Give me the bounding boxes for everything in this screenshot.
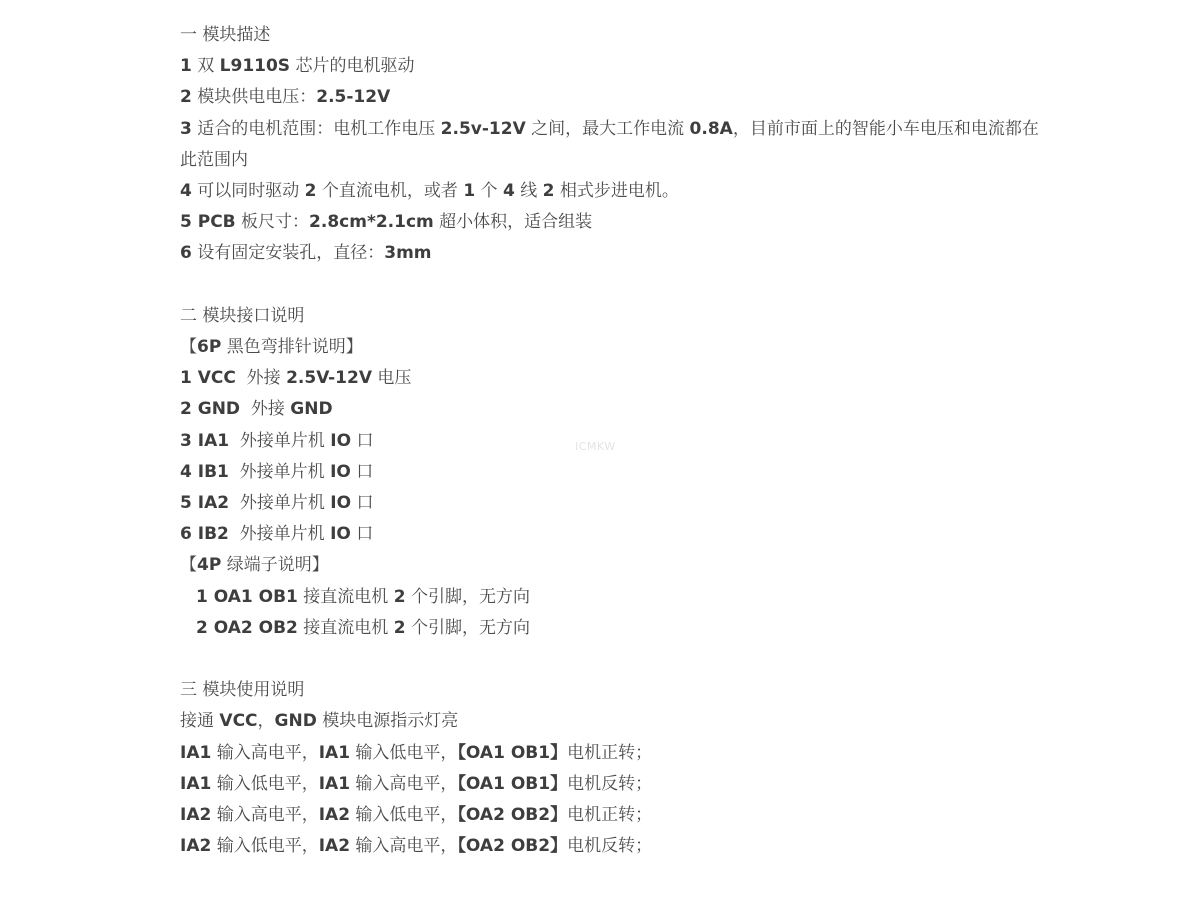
text-run: 板尺寸： (235, 212, 310, 233)
spec-line (180, 207, 1040, 238)
bold-run: 2 OA2 OB2 (196, 617, 298, 638)
text-run: 电机反转； (567, 773, 653, 794)
spacer (180, 270, 1040, 301)
spec-line (180, 82, 1040, 113)
usage-line (180, 738, 1040, 769)
text-run: 相式步进电机。 (554, 181, 679, 202)
bold-run: 2.5-12V (316, 87, 391, 108)
text-run: 模块供电电压： (191, 87, 317, 108)
bold-run: 4P (197, 555, 222, 576)
bold-run: IA2 (318, 805, 351, 826)
text-run: 之间，最大工作电流 (525, 118, 690, 139)
text-run: 【 (180, 337, 197, 358)
bold-run: 6 (180, 243, 192, 264)
text-run: 接直流电机 (297, 586, 394, 607)
pin-line (180, 519, 1040, 550)
bold-run: 6 IB2 (180, 524, 229, 545)
text-run: 输入高电平， (211, 742, 319, 763)
bold-run: IO (330, 430, 352, 451)
bold-run: IA1 (180, 742, 212, 763)
bold-run: IA1 (180, 773, 212, 794)
text-run: 模块电源指示灯亮 (316, 711, 459, 732)
text-run: 输入低电平， (350, 742, 458, 763)
bold-run: 1 VCC (180, 368, 236, 389)
text-run: 电压 (371, 368, 412, 389)
bold-run: 2.5V-12V (286, 368, 372, 389)
spec-line (180, 176, 1040, 207)
text-run: 接通 (180, 711, 220, 732)
text-run: ， (257, 711, 275, 732)
text-run: 黑色弯排针说明】 (221, 337, 363, 358)
bold-run: 【OA1 OB1】 (457, 773, 568, 794)
bold-run: 2.5v-12V (440, 118, 526, 139)
section3-heading: 三 模块使用说明 (180, 680, 305, 701)
text-run: 外接单片机 (229, 430, 331, 451)
bold-run: 5 PCB (180, 212, 236, 233)
text-run: 口 (351, 493, 374, 514)
bold-run: 2 GND (180, 399, 241, 420)
terminal-line (180, 582, 1040, 613)
text-run: 双 (191, 56, 220, 77)
spec-line (180, 51, 1040, 82)
bold-run: 2 (542, 181, 555, 202)
text-run: 外接单片机 (228, 461, 331, 482)
bold-run: 【OA2 OB2】 (457, 805, 568, 826)
bold-run: 3 IA1 (180, 430, 230, 451)
text-run: 适合的电机范围：电机工作电压 (191, 118, 441, 139)
text-run: 线 (514, 181, 543, 202)
text-run: 电机反转； (567, 836, 653, 857)
bold-run: IA2 (318, 836, 351, 857)
usage-line (180, 800, 1040, 831)
text-run: 口 (351, 430, 374, 451)
text-run: 电机正转； (567, 742, 653, 763)
bold-run: 1 (180, 56, 192, 77)
text-run: 外接单片机 (228, 524, 331, 545)
bold-run: 0.8A (689, 118, 733, 139)
pin-line (180, 394, 1040, 425)
text-run: 外接 (235, 368, 287, 389)
pin-header-subheading (180, 332, 1040, 363)
text-run: 输入高电平， (211, 805, 319, 826)
text-run: 【 (180, 555, 197, 576)
bold-run: GND (274, 711, 317, 732)
section2-heading: 二 模块接口说明 (180, 305, 305, 326)
text-run: 外接单片机 (229, 493, 331, 514)
bold-run: L9110S (219, 56, 291, 77)
usage-line (180, 706, 1040, 737)
bold-run: 6P (197, 337, 222, 358)
bold-run: 2 (180, 87, 192, 108)
text-run: 输入高电平， (350, 773, 458, 794)
spec-line (180, 238, 1040, 269)
bold-run: IA1 (318, 773, 351, 794)
text-run: 超小体积，适合组装 (433, 212, 593, 233)
bold-run: 1 (463, 181, 476, 202)
text-run: 外接 (240, 399, 291, 420)
bold-run: 5 IA2 (180, 493, 230, 514)
bold-run: 2 (393, 586, 406, 607)
bold-run: 2 (304, 181, 317, 202)
text-run: ，目前市面上的智能小车电压和电流都在此范围内 (180, 118, 1039, 170)
bold-run: IA1 (318, 742, 351, 763)
text-run: 可以同时驱动 (191, 181, 305, 202)
bold-run: IO (330, 524, 351, 545)
bold-run: 1 OA1 OB1 (196, 586, 298, 607)
bold-run: 4 (180, 181, 192, 202)
bold-run: 2.8cm*2.1cm (309, 212, 434, 233)
bold-run: 4 IB1 (180, 461, 229, 482)
usage-line (180, 831, 1040, 862)
bold-run: 4 (502, 181, 515, 202)
text-run: 输入低电平， (211, 773, 319, 794)
bold-run: IO (330, 493, 352, 514)
bold-run: 3mm (384, 243, 432, 264)
bold-run: 2 (393, 617, 406, 638)
text-run: 输入低电平， (350, 805, 458, 826)
text-run: 设有固定安装孔，直径： (191, 243, 385, 264)
text-run: 个直流电机，或者 (316, 181, 464, 202)
spec-line (180, 114, 1040, 176)
text-run: 个引脚，无方向 (405, 586, 530, 607)
bold-run: 3 (180, 118, 192, 139)
bold-run: 【OA2 OB2】 (457, 836, 568, 857)
text-run: 接直流电机 (297, 617, 394, 638)
text-run: 口 (350, 524, 374, 545)
bold-run: IA2 (180, 836, 212, 857)
bold-run: 【OA1 OB1】 (457, 742, 568, 763)
bold-run: IO (330, 461, 351, 482)
text-run: 芯片的电机驱动 (290, 56, 415, 77)
terminal-line (180, 613, 1040, 644)
text-run: 输入低电平， (211, 836, 319, 857)
bold-run: IA2 (180, 805, 212, 826)
watermark-text: ICMKW (575, 440, 616, 453)
text-run: 绿端子说明】 (221, 555, 329, 576)
text-run: 输入高电平， (350, 836, 458, 857)
bold-run: GND (290, 399, 333, 420)
spacer (180, 644, 1040, 675)
pin-line (180, 363, 1040, 394)
usage-line (180, 769, 1040, 800)
pin-line (180, 457, 1040, 488)
text-run: 个 (475, 181, 503, 202)
pin-line (180, 488, 1040, 519)
bold-run: VCC (219, 711, 258, 732)
section1-heading: 一 模块描述 (180, 25, 271, 45)
terminal-subheading (180, 550, 1040, 581)
text-run: 电机正转； (567, 805, 653, 826)
text-run: 个引脚，无方向 (405, 617, 530, 638)
text-run: 口 (350, 461, 374, 482)
